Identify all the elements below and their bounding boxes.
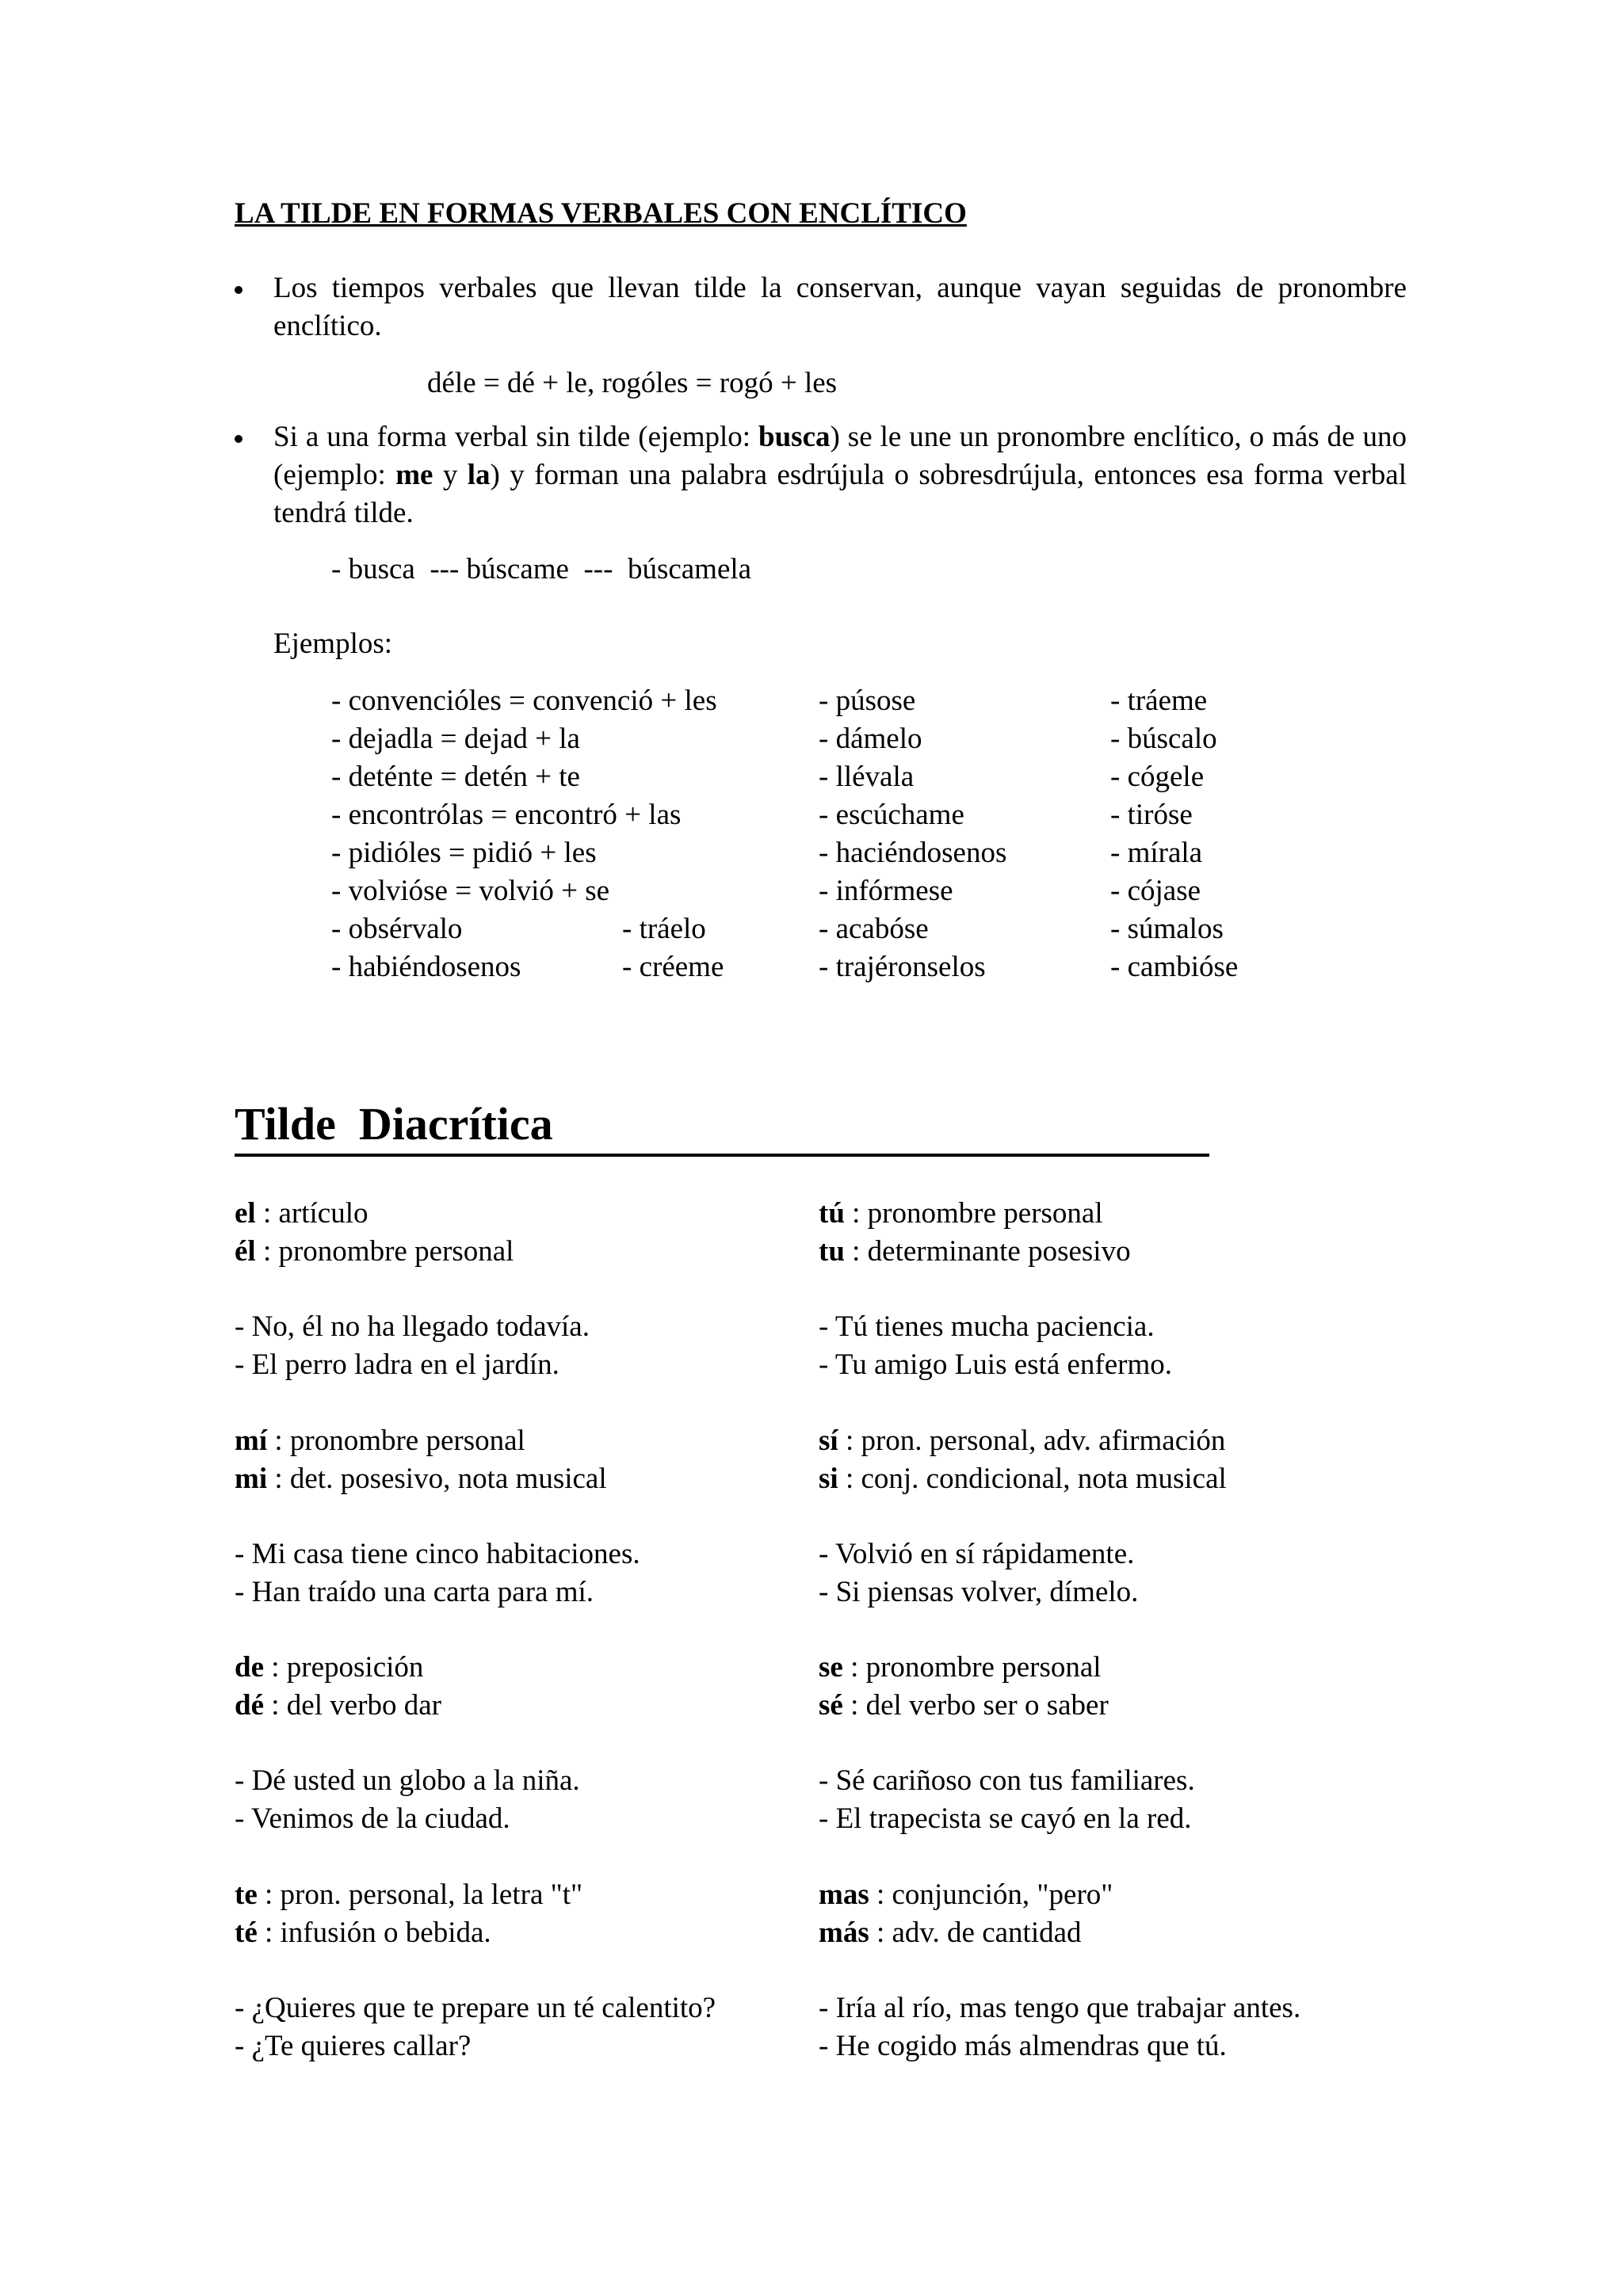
bullet-1 [235, 286, 242, 294]
example-col2-1: - dámelo [819, 723, 922, 755]
example-sentence-left-11: - Venimos de la ciudad. [235, 1802, 510, 1835]
bullet-1-example: déle = dé + le, rogóles = rogó + les [427, 367, 838, 399]
definition-right-12 [819, 1876, 1113, 1914]
example-sentence-left-6: - Mi casa tiene cinco habitaciones. [235, 1538, 640, 1570]
example-col3-3: - tiróse [1110, 799, 1193, 831]
example-sentence-right-6: - Volvió en sí rápidamente. [819, 1538, 1135, 1570]
example-sentence-left-3: - El perro ladra en el jardín. [235, 1348, 559, 1381]
bullet-2-la: la [467, 459, 491, 491]
example-col1-1: - dejadla = dejad + la [331, 723, 580, 755]
example-sentence-right-14: - Iría al río, mas tengo que trabajar antes. [819, 1992, 1301, 2024]
example-col3-2: - cógele [1110, 761, 1205, 793]
diacritic-word: tú [819, 1197, 845, 1230]
bullet-2-example: - busca --- búscame --- búscamela [331, 553, 752, 585]
diacritic-definition: : pron. personal, la letra "t" [257, 1878, 583, 1911]
example-sentence-right-7: - Si piensas volver, dímelo. [819, 1576, 1139, 1608]
bullet-2-part-1: Si a una forma verbal sin tilde (ejemplo: [273, 421, 759, 453]
diacritic-definition: : del verbo dar [264, 1689, 441, 1722]
section-title-diacritica: Tilde Diacrítica [235, 1097, 1209, 1157]
example-col3-0: - tráeme [1110, 685, 1208, 717]
diacritic-definition: : conjunción, "pero" [869, 1878, 1113, 1911]
diacritic-word: más [819, 1917, 869, 1949]
diacritic-word: mí [235, 1425, 268, 1457]
example-col1-6: - obsérvalo [331, 913, 463, 945]
example-col3-7: - cambióse [1110, 951, 1239, 983]
bullet-2-text [273, 418, 1407, 532]
example-col3-5: - cójase [1110, 875, 1201, 907]
example-sentence-left-2: - No, él no ha llegado todavía. [235, 1310, 590, 1343]
definition-right-13 [819, 1914, 1082, 1952]
definition-left-5 [235, 1460, 607, 1498]
example-col2-7: - trajéronselos [819, 951, 986, 983]
example-sentence-right-2: - Tú tienes mucha paciencia. [819, 1310, 1155, 1343]
example-col2-4: - haciéndosenos [819, 837, 1007, 869]
example-col1-7: - habiéndosenos [331, 951, 521, 983]
diacritic-definition: : pronombre personal [255, 1235, 514, 1268]
definition-left-9 [235, 1687, 441, 1725]
example-col2-5: - infórmese [819, 875, 953, 907]
definition-right-1 [819, 1233, 1131, 1271]
diacritic-definition: : conj. condicional, nota musical [838, 1463, 1227, 1495]
bullet-2-me: me [395, 459, 433, 491]
diacritic-definition: : pronombre personal [842, 1651, 1102, 1684]
diacritic-definition: : determinante posesivo [844, 1235, 1131, 1268]
example-col1-3: - encontrólas = encontró + las [331, 799, 682, 831]
definition-left-8 [235, 1649, 423, 1687]
bullet-2-part-2: ) se le une un pronombre enclítico, o más de uno (ejemplo: [273, 421, 1407, 491]
bullet-1-body: Los tiempos verbales que llevan tilde la conservan, aunque vayan seguidas de pronombre enclítico. [273, 272, 1407, 342]
diacritic-definition: : pronombre personal [844, 1197, 1103, 1230]
definition-right-4 [819, 1422, 1225, 1460]
definition-left-1 [235, 1233, 514, 1271]
diacritic-word: sí [819, 1425, 838, 1457]
example-col1-4: - pidióles = pidió + les [331, 837, 597, 869]
diacritic-word: mi [235, 1463, 268, 1495]
bullet-2-part-3: ) y forman una palabra esdrújula o sobresdrújula, entonces esa forma verbal tendrá tilde. [273, 459, 1407, 529]
diacritic-definition: : del verbo ser o saber [842, 1689, 1109, 1722]
diacritic-definition: : det. posesivo, nota musical [267, 1463, 607, 1495]
example-sentence-right-15: - He cogido más almendras que tú. [819, 2030, 1227, 2062]
diacritic-definition: : artículo [255, 1197, 369, 1230]
definition-left-0 [235, 1195, 369, 1233]
diacritic-word: te [235, 1878, 258, 1911]
example-col3-1: - búscalo [1110, 723, 1217, 755]
example-col1-5: - volvióse = volvió + se [331, 875, 610, 907]
diacritic-word: el [235, 1197, 256, 1230]
example-col2-0: - púsose [819, 685, 916, 717]
example-sentence-right-11: - El trapecista se cayó en la red. [819, 1802, 1192, 1835]
example-sentence-right-3: - Tu amigo Luis está enfermo. [819, 1348, 1173, 1381]
diacritic-definition: : preposición [264, 1651, 424, 1684]
diacritic-word: tu [819, 1235, 845, 1268]
diacritic-definition: : infusión o bebida. [257, 1917, 491, 1949]
bullet-2 [235, 435, 242, 443]
example-col1-0: - convencióles = convenció + les [331, 685, 717, 717]
diacritic-word: té [235, 1917, 258, 1949]
example-sentence-right-10: - Sé cariñoso con tus familiares. [819, 1764, 1195, 1797]
diacritic-word: se [819, 1651, 843, 1684]
definition-right-9 [819, 1687, 1109, 1725]
diacritic-word: dé [235, 1689, 264, 1722]
definition-right-8 [819, 1649, 1102, 1687]
example-col1b-0: - tráelo [622, 913, 706, 945]
example-col3-4: - mírala [1110, 837, 1203, 869]
definition-left-13 [235, 1914, 491, 1952]
ejemplos-label: Ejemplos: [273, 627, 393, 660]
diacritic-word: él [235, 1235, 256, 1268]
definition-right-0 [819, 1195, 1103, 1233]
diacritic-word: mas [819, 1878, 869, 1911]
bullet-2-busca: busca [758, 421, 831, 453]
diacritic-definition: : pronombre personal [267, 1425, 525, 1457]
bullet-1-text [273, 269, 1407, 345]
example-sentence-left-7: - Han traído una carta para mí. [235, 1576, 594, 1608]
example-sentence-left-10: - Dé usted un globo a la niña. [235, 1764, 580, 1797]
example-col2-2: - llévala [819, 761, 915, 793]
diacritic-definition: : pron. personal, adv. afirmación [838, 1425, 1226, 1457]
diacritic-word: si [819, 1463, 838, 1495]
example-col1-2: - deténte = detén + te [331, 761, 580, 793]
example-sentence-left-14: - ¿Quieres que te prepare un té calentito? [235, 1992, 716, 2024]
diacritic-word: de [235, 1651, 264, 1684]
example-col3-6: - súmalos [1110, 913, 1224, 945]
definition-left-4 [235, 1422, 525, 1460]
definition-right-5 [819, 1460, 1227, 1498]
example-col1b-1: - créeme [622, 951, 724, 983]
definition-left-12 [235, 1876, 582, 1914]
diacritic-definition: : adv. de cantidad [869, 1917, 1082, 1949]
example-col2-3: - escúchame [819, 799, 964, 831]
example-sentence-left-15: - ¿Te quieres callar? [235, 2030, 472, 2062]
example-col2-6: - acabóse [819, 913, 929, 945]
section-title-enclitico: LA TILDE EN FORMAS VERBALES CON ENCLÍTICO [235, 197, 967, 230]
bullet-2-y: y [433, 459, 468, 491]
diacritic-word: sé [819, 1689, 843, 1722]
